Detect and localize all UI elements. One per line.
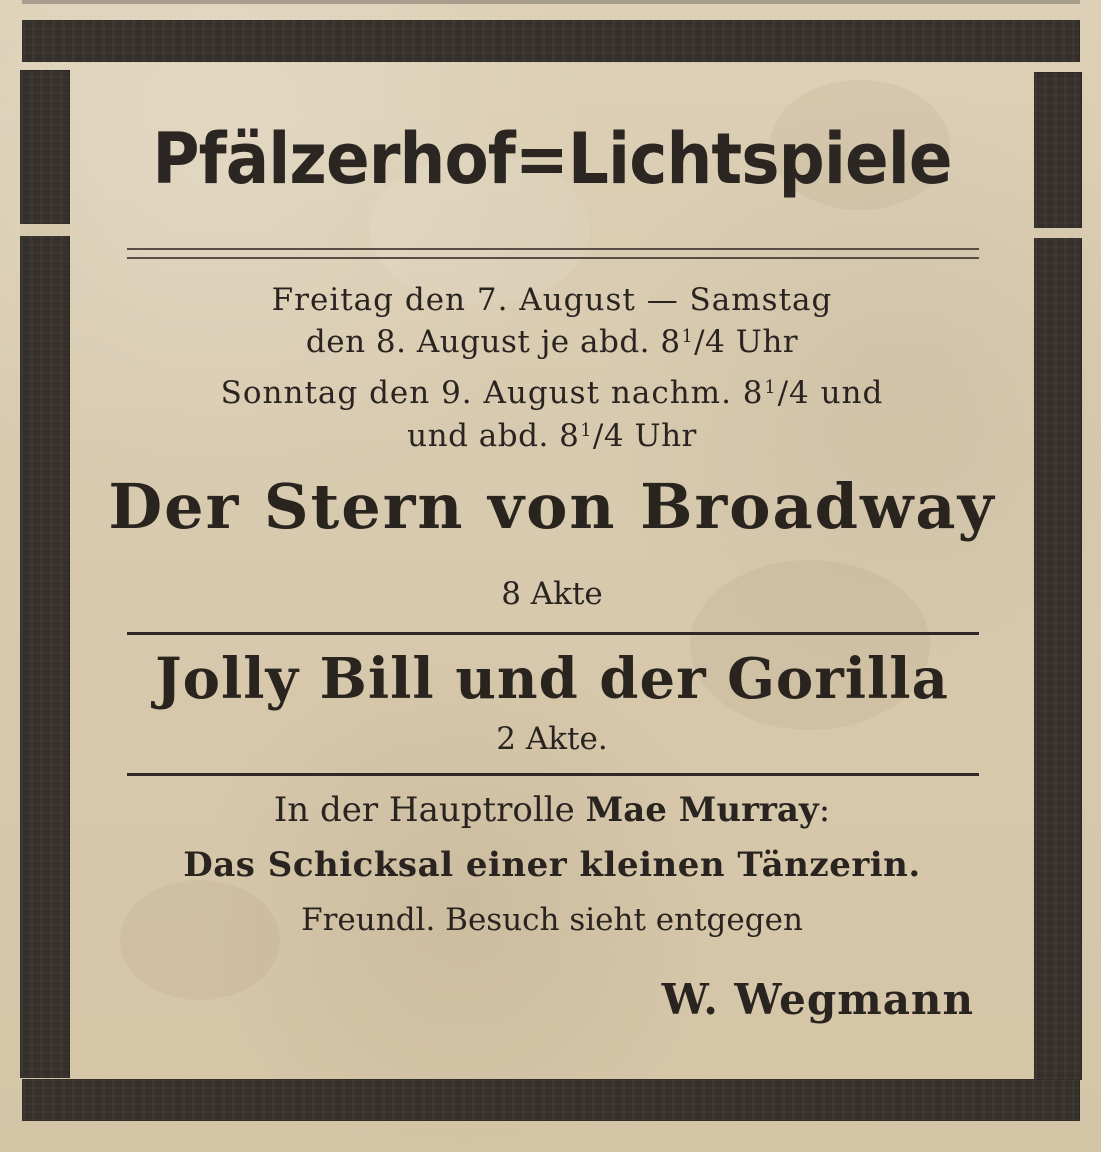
schedule-line-4-prefix: und abd. 8: [407, 418, 580, 454]
cast-line: [72, 790, 1032, 830]
cast-prefix: In der Hauptrolle: [273, 790, 586, 830]
advertisement-content: [72, 62, 1032, 1078]
schedule-line-4-suffix: Uhr: [624, 418, 697, 454]
frame-top-border: [22, 20, 1080, 62]
schedule-line-2-suffix: Uhr: [725, 324, 799, 360]
schedule-line-4: [72, 418, 1032, 454]
signature: W. Wegmann: [661, 975, 974, 1024]
frame-bottom-border: [22, 1079, 1080, 1121]
frame-right-border: [1034, 72, 1082, 1080]
schedule-line-3: [72, 375, 1032, 411]
schedule-line-3-suffix: und: [809, 375, 884, 411]
title-divider: [127, 248, 979, 259]
second-film-title: Jolly Bill und der Gorilla: [155, 646, 949, 712]
second-film-acts: 2 Akte.: [496, 721, 608, 757]
schedule-line-3-fraction: /4: [777, 375, 810, 411]
cast-suffix: :: [818, 790, 831, 830]
cinema-title: Pfälzerhof=Lichtspiele: [152, 118, 952, 200]
lead-actress: Mae Murray: [585, 790, 819, 830]
schedule-line-2-superscript: 1: [681, 327, 694, 348]
schedule-line-4-superscript: 1: [580, 421, 592, 442]
feature-film-title: Der Stern von Broadway: [108, 470, 996, 543]
schedule-line-2: [72, 324, 1032, 360]
section-divider: [127, 632, 979, 635]
schedule-line-3-prefix: Sonntag den 9. August nachm. 8: [220, 375, 764, 411]
schedule-line-4-fraction: /4: [592, 418, 625, 454]
schedule-line-2-prefix: den 8. August je abd. 8: [305, 324, 681, 360]
frame-right-gap: [1034, 228, 1082, 238]
film-subtitle: Das Schicksal einer kleinen Tänzerin.: [183, 845, 921, 885]
section-divider: [127, 773, 979, 776]
schedule-line-2-fraction: /4: [694, 324, 726, 360]
feature-film-acts: 8 Akte: [501, 576, 603, 612]
schedule-line-3-superscript: 1: [764, 378, 777, 399]
schedule-line-1: Freitag den 7. August — Samstag: [271, 282, 833, 318]
frame-left-border: [20, 70, 70, 1078]
visit-invitation: Freundl. Besuch sieht entgegen: [301, 902, 803, 938]
frame-left-gap: [20, 224, 70, 236]
top-rule: [22, 0, 1080, 4]
